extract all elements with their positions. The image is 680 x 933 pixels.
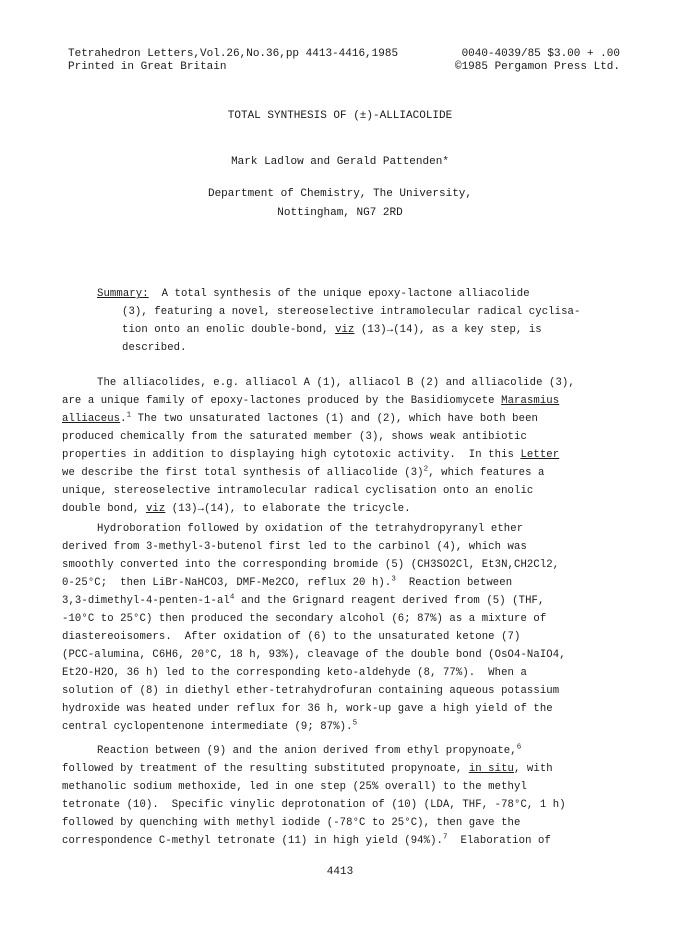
page-number: 4413 — [326, 866, 354, 878]
body-line: methanolic sodium methoxide, led in one step (25% overall) to the methyl — [62, 781, 527, 793]
issn-price: 0040-4039/85 $3.00 + .00 — [461, 48, 620, 60]
body-line: unique, stereoselective intramolecular radical cyclisation onto an enolic — [62, 485, 534, 497]
body-line: $3,3-dimethyl-4-penten-1-al^4$ and the Grignard reagent derived from (5) (THF, — [62, 593, 545, 607]
body-line: smoothly converted into the corresponding bromide (5) (CH3SO2Cl, Et3N,CH2Cl2, — [62, 559, 560, 571]
body-line: Et2O-H2O, 36 h) led to the corresponding keto-aldehyde (8, 77%). When a — [62, 667, 527, 679]
body-line: Hydroboration followed by oxidation of the tetrahydropyranyl ether — [97, 523, 524, 535]
body-line: 0-25°C; then LiBr-NaHCO3, DMF-Me2CO, reflux 20 h).$^3$ Reaction between — [62, 575, 513, 589]
body-line: (PCC-alumina, C6H6, 20°C, 18 h, 93%), cleavage of the double bond (OsO4-NaIO4, — [62, 649, 566, 661]
body-line: tetronate (10). Specific vinylic deprotonation of (10) (LDA, THF, -78°C, 1 h) — [62, 799, 566, 811]
summary-line: Summary: A total synthesis of the unique epoxy-lactone alliacolide — [97, 288, 530, 300]
authors: Mark Ladlow and Gerald Pattenden* — [231, 156, 449, 168]
body-line: we describe the first total synthesis of alliacolide $(3)^2$, which features a — [62, 465, 545, 479]
body-line: diastereoisomers. After oxidation of (6) to the unsaturated ketone (7) — [62, 631, 521, 643]
body-line: are a unique family of epoxy-lactones produced by the Basidiomycete Marasmius — [62, 395, 560, 407]
body-line: correspondence C-methyl tetronate (11) in high yield (94%).$^7$ Elaboration of — [62, 833, 551, 847]
body-line: properties in addition to displaying high cytotoxic activity. In this Letter — [62, 449, 560, 461]
body-line: central cyclopentenone intermediate (9; 87%).$^5$ — [62, 719, 358, 733]
body-line: hydroxide was heated under reflux for 36 h, work-up gave a high yield of the — [62, 703, 553, 715]
summary-label: Summary: — [97, 288, 149, 300]
body-line: double bond, viz (13)→(14), to elaborate the tricycle. — [62, 503, 411, 515]
copyright: ©1985 Pergamon Press Ltd. — [454, 61, 620, 73]
body-line: followed by quenching with methyl iodide (-78°C to 25°C), then gave the — [62, 817, 521, 829]
summary-line: tion onto an enolic double-bond, viz (13)→(14), as a key step, is — [122, 324, 542, 336]
paper-title: TOTAL SYNTHESIS OF (±)-ALLIACOLIDE — [227, 110, 453, 122]
journal-citation: Tetrahedron Letters,Vol.26,No.36,pp 4413-4416,1985 — [68, 48, 399, 60]
body-line: followed by treatment of the resulting substituted propynoate, in situ, with — [62, 763, 553, 775]
summary-line: described. — [122, 342, 187, 354]
body-line: produced chemically from the saturated member (3), shows weak antibiotic — [62, 431, 527, 443]
body-line: derived from 3-methyl-3-butenol first led to the carbinol (4), which was — [62, 541, 527, 553]
body-line: The alliacolides, e.g. alliacol A (1), alliacol B (2) and alliacolide (3), — [97, 377, 575, 389]
body-line: alliaceus.$^1$ The two unsaturated lactones (1) and (2), which have both been — [62, 411, 539, 425]
affiliation-line-2: Nottingham, NG7 2RD — [277, 207, 403, 219]
printed-in: Printed in Great Britain — [68, 61, 227, 73]
summary-line: (3), featuring a novel, stereoselective intramolecular radical cyclisa- — [122, 306, 581, 318]
body-line: solution of (8) in diethyl ether-tetrahydrofuran containing aqueous potassium — [62, 685, 560, 697]
body-line: Reaction between (9) and the anion derived from ethyl propynoate,$^6$ — [97, 743, 522, 757]
body-line: -10°C to 25°C) then produced the secondary alcohol (6; 87%) as a mixture of — [62, 613, 547, 625]
affiliation-line-1: Department of Chemistry, The University, — [207, 188, 473, 200]
